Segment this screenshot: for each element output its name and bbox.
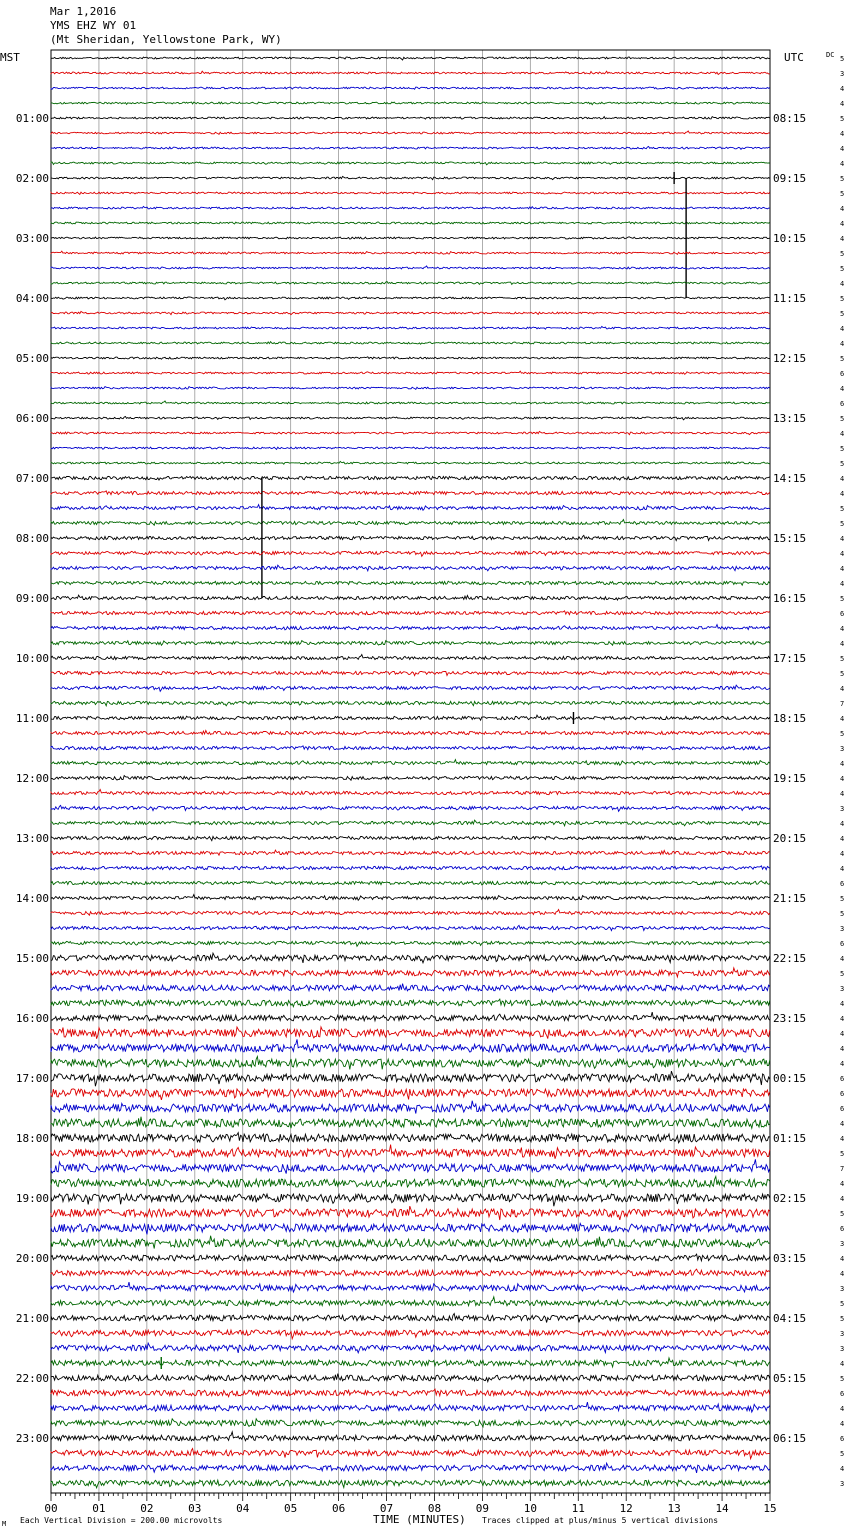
dc-offset-value: 5	[840, 250, 845, 258]
dc-offset-value: 4	[840, 220, 845, 228]
mst-hour-label: 04:00	[15, 292, 49, 305]
dc-offset-value: 4	[840, 1135, 845, 1143]
seismic-trace	[51, 685, 770, 691]
seismic-trace	[51, 282, 770, 285]
dc-offset-value: 4	[840, 850, 845, 858]
dc-offset-value: 4	[840, 145, 845, 153]
x-tick-label: 01	[92, 1502, 106, 1515]
mst-hour-label: 16:00	[15, 1012, 49, 1025]
seismic-trace	[51, 491, 770, 495]
seismic-trace	[51, 1297, 770, 1306]
seismic-trace	[51, 746, 770, 750]
mst-hour-label: 19:00	[15, 1192, 49, 1205]
dc-offset-value: 4	[840, 235, 845, 243]
mst-hour-label: 03:00	[15, 232, 49, 245]
dc-offset-value: 5	[840, 355, 845, 363]
seismic-trace	[51, 401, 770, 404]
seismic-trace	[51, 102, 770, 105]
seismic-trace	[51, 311, 770, 314]
seismic-trace	[51, 715, 770, 720]
dc-offset-value: 5	[840, 1150, 845, 1158]
seismic-trace	[51, 625, 770, 630]
utc-hour-label: 00:15	[773, 1072, 807, 1085]
seismic-trace	[51, 1224, 770, 1235]
seismic-trace	[51, 895, 770, 901]
seismic-trace	[51, 1330, 770, 1339]
dc-label: DC	[826, 51, 835, 59]
seismic-trace	[51, 1057, 770, 1070]
seismic-trace	[51, 1177, 770, 1188]
seismic-trace	[51, 417, 770, 420]
seismic-trace	[51, 57, 770, 60]
mst-hour-label: 18:00	[15, 1132, 49, 1145]
utc-hour-label: 23:15	[773, 1012, 807, 1025]
x-tick-label: 14	[715, 1502, 729, 1515]
mst-hour-label: 17:00	[15, 1072, 49, 1085]
dc-offset-value: 5	[840, 1300, 845, 1308]
seismic-trace	[51, 117, 770, 120]
mst-hour-label: 02:00	[15, 172, 49, 185]
dc-offset-value: 6	[840, 1075, 845, 1083]
seismic-trace	[51, 192, 770, 194]
dc-offset-value: 5	[840, 520, 845, 528]
seismic-trace	[51, 176, 770, 179]
seismic-trace	[51, 222, 770, 224]
seismic-trace	[51, 701, 770, 705]
utc-hour-label: 18:15	[773, 712, 807, 725]
dc-offset-value: 4	[840, 790, 845, 798]
dc-offset-value: 6	[840, 940, 845, 948]
seismic-trace	[51, 820, 770, 826]
dc-offset-value: 5	[840, 910, 845, 918]
utc-hour-label: 09:15	[773, 172, 807, 185]
mst-hour-label: 15:00	[15, 952, 49, 965]
dc-offset-value: 5	[840, 730, 845, 738]
dc-offset-value: 5	[840, 1450, 845, 1458]
seismic-trace	[51, 1145, 770, 1159]
vertical-division-note: Each Vertical Division = 200.00 microvolts	[20, 1516, 223, 1525]
labels	[16, 55, 844, 1515]
dc-offset-value: 5	[840, 1375, 845, 1383]
x-tick-label: 10	[523, 1502, 537, 1515]
dc-offset-value: 4	[840, 835, 845, 843]
dc-offset-value: 5	[840, 265, 845, 273]
seismic-trace	[51, 1027, 770, 1039]
dc-offset-value: 4	[840, 1360, 845, 1368]
seismic-trace	[51, 925, 770, 930]
utc-hour-label: 02:15	[773, 1192, 807, 1205]
seismic-trace	[51, 131, 770, 134]
mst-hour-label: 12:00	[15, 772, 49, 785]
seismic-trace	[51, 447, 770, 449]
mst-hour-label: 22:00	[15, 1372, 49, 1385]
x-tick-label: 12	[619, 1502, 633, 1515]
utc-hour-label: 22:15	[773, 952, 807, 965]
x-tick-label: 15	[763, 1502, 777, 1515]
seismic-trace	[51, 1133, 770, 1143]
dc-offset-value: 6	[840, 1105, 845, 1113]
seismic-trace	[51, 520, 770, 526]
seismic-trace	[51, 1374, 770, 1382]
dc-offset-value: 5	[840, 670, 845, 678]
dc-offset-value: 5	[840, 175, 845, 183]
seismic-trace	[51, 326, 770, 329]
utc-hour-label: 10:15	[773, 232, 807, 245]
seismic-trace	[51, 551, 770, 556]
seismic-trace	[51, 1117, 770, 1129]
seismic-trace	[51, 1480, 770, 1488]
dc-offset-value: 5	[840, 55, 845, 63]
utc-hour-label: 20:15	[773, 832, 807, 845]
seismic-trace	[51, 342, 770, 345]
mst-hour-label: 14:00	[15, 892, 49, 905]
dc-offset-value: 5	[840, 190, 845, 198]
dc-offset-value: 3	[840, 1285, 845, 1293]
seismic-trace	[51, 461, 770, 464]
dc-offset-value: 4	[840, 820, 845, 828]
utc-hour-label: 06:15	[773, 1432, 807, 1445]
seismic-trace	[51, 1358, 770, 1367]
dc-offset-value: 6	[840, 1435, 845, 1443]
seismic-trace	[51, 1254, 770, 1262]
seismic-trace	[51, 371, 770, 374]
mst-hour-label: 10:00	[15, 652, 49, 665]
dc-offset-value: 4	[840, 1465, 845, 1473]
seismic-trace	[51, 611, 770, 615]
dc-offset-value: 4	[840, 340, 845, 348]
dc-offset-value: 6	[840, 370, 845, 378]
seismic-trace	[51, 266, 770, 269]
seismic-trace	[51, 670, 770, 675]
dc-offset-value: 5	[840, 310, 845, 318]
seismic-trace	[51, 731, 770, 736]
x-tick-label: 11	[571, 1502, 585, 1515]
dc-offset-value: 3	[840, 1480, 845, 1488]
seismic-trace	[51, 1236, 770, 1249]
dc-offset-value: 6	[840, 1225, 845, 1233]
mst-hour-label: 11:00	[15, 712, 49, 725]
dc-offset-value: 3	[840, 925, 845, 933]
dc-offset-value: 5	[840, 970, 845, 978]
x-tick-label: 00	[44, 1502, 58, 1515]
dc-offset-value: 4	[840, 430, 845, 438]
dc-offset-value: 3	[840, 745, 845, 753]
dc-offset-value: 4	[840, 1180, 845, 1188]
dc-offset-value: 5	[840, 895, 845, 903]
dc-offset-value: 7	[840, 1165, 845, 1173]
dc-offset-value: 4	[840, 85, 845, 93]
seismic-trace	[51, 476, 770, 480]
dc-offset-value: 3	[840, 1345, 845, 1353]
seismic-trace	[51, 357, 770, 359]
seismic-trace	[51, 1314, 770, 1323]
utc-hour-label: 11:15	[773, 292, 807, 305]
dc-offset-value: 4	[840, 955, 845, 963]
dc-offset-value: 4	[840, 640, 845, 648]
dc-offset-value: 4	[840, 1045, 845, 1053]
mst-hour-label: 01:00	[15, 112, 49, 125]
dc-offset-value: 4	[840, 865, 845, 873]
seismic-trace	[51, 1012, 770, 1021]
dc-offset-value: 6	[840, 610, 845, 618]
seismic-trace	[51, 297, 770, 300]
grid	[51, 50, 770, 1501]
dc-offset-value: 4	[840, 580, 845, 588]
seismic-trace	[51, 1463, 770, 1473]
seismic-trace	[51, 505, 770, 511]
seismic-trace	[51, 850, 770, 855]
dc-offset-value: 4	[840, 160, 845, 168]
seismic-trace	[51, 1206, 770, 1220]
utc-hour-label: 15:15	[773, 532, 807, 545]
dc-offset-value: 4	[840, 130, 845, 138]
seismic-trace	[51, 147, 770, 150]
dc-offset-value: 4	[840, 1060, 845, 1068]
dc-offset-value: 4	[840, 565, 845, 573]
utc-hour-label: 13:15	[773, 412, 807, 425]
dc-offset-value: 3	[840, 1330, 845, 1338]
seismic-trace	[51, 237, 770, 239]
x-tick-label: 04	[236, 1502, 250, 1515]
dc-offset-value: 5	[840, 295, 845, 303]
seismic-trace	[51, 1449, 770, 1459]
dc-offset-value: 4	[840, 100, 845, 108]
dc-offset-value: 3	[840, 805, 845, 813]
dc-offset-value: 5	[840, 460, 845, 468]
seismic-trace	[51, 1071, 770, 1086]
dc-offset-value: 4	[840, 490, 845, 498]
dc-offset-value: 4	[840, 760, 845, 768]
dc-offset-value: 4	[840, 550, 845, 558]
dc-offset-value: 5	[840, 115, 845, 123]
dc-offset-value: 4	[840, 1120, 845, 1128]
dc-offset-value: 4	[840, 1405, 845, 1413]
x-tick-label: 02	[140, 1502, 154, 1515]
dc-offset-value: 6	[840, 400, 845, 408]
mst-hour-label: 13:00	[15, 832, 49, 845]
dc-offset-value: 4	[840, 715, 845, 723]
seismic-trace	[51, 1101, 770, 1114]
x-tick-label: 08	[427, 1502, 442, 1515]
seismic-trace	[51, 206, 770, 209]
seismic-trace	[51, 387, 770, 390]
right-timezone-label: UTC	[784, 51, 804, 64]
x-tick-label: 05	[284, 1502, 298, 1515]
left-timezone-label: MST	[0, 51, 20, 64]
seismic-trace	[51, 836, 770, 840]
dc-offset-value: 3	[840, 985, 845, 993]
mst-hour-label: 20:00	[15, 1252, 49, 1265]
dc-offset-value: 4	[840, 205, 845, 213]
seismic-trace	[51, 941, 770, 946]
x-tick-label: 13	[667, 1502, 681, 1515]
dc-offset-value: 5	[840, 1210, 845, 1218]
plot-frame	[51, 50, 770, 1493]
seismic-trace	[51, 251, 770, 254]
dc-offset-value: 6	[840, 1390, 845, 1398]
seismic-trace	[51, 790, 770, 795]
seismic-trace	[51, 595, 770, 600]
dc-offset-value: 6	[840, 880, 845, 888]
seismic-trace	[51, 1389, 770, 1397]
dc-offset-value: 4	[840, 1030, 845, 1038]
dc-offset-value: 5	[840, 505, 845, 513]
chart-date: Mar 1,2016	[50, 5, 117, 18]
seismic-trace	[51, 984, 770, 992]
seismic-trace	[51, 71, 770, 74]
seismic-trace	[51, 1159, 770, 1173]
seismic-trace	[51, 1432, 770, 1441]
seismic-trace	[51, 1089, 770, 1100]
dc-offset-value: 6	[840, 1090, 845, 1098]
seismic-trace	[51, 760, 770, 766]
dc-offset-value: 7	[840, 700, 845, 708]
dc-offset-value: 5	[840, 655, 845, 663]
x-tick-label: 06	[331, 1502, 346, 1515]
seismic-trace	[51, 776, 770, 781]
traces	[51, 57, 770, 1488]
station-location: (Mt Sheridan, Yellowstone Park, WY)	[50, 33, 282, 46]
dc-offset-value: 4	[840, 385, 845, 393]
seismic-trace	[51, 655, 770, 660]
mst-hour-label: 09:00	[15, 592, 49, 605]
utc-hour-label: 17:15	[773, 652, 807, 665]
seismic-trace	[51, 431, 770, 434]
mst-hour-label: 21:00	[15, 1312, 49, 1325]
seismic-trace	[51, 805, 770, 811]
dc-offset-value: 4	[840, 625, 845, 633]
utc-hour-label: 14:15	[773, 472, 807, 485]
seismic-trace	[51, 881, 770, 885]
dc-offset-value: 3	[840, 1240, 845, 1248]
dc-offset-value: 4	[840, 280, 845, 288]
seismic-trace	[51, 866, 770, 870]
dc-offset-value: 4	[840, 325, 845, 333]
utc-hour-label: 16:15	[773, 592, 807, 605]
seismic-trace	[51, 953, 770, 963]
seismic-trace	[51, 1039, 770, 1052]
dc-offset-value: 4	[840, 1015, 845, 1023]
seismic-trace	[51, 910, 770, 916]
utc-hour-label: 08:15	[773, 112, 807, 125]
x-axis-title: TIME (MINUTES)	[373, 1513, 466, 1526]
clip-note: Traces clipped at plus/minus 5 vertical divisions	[482, 1516, 719, 1525]
dc-offset-value: 4	[840, 1420, 845, 1428]
seismic-trace	[51, 87, 770, 89]
seismic-trace	[51, 162, 770, 165]
dc-offset-value: 5	[840, 595, 845, 603]
seismic-trace	[51, 535, 770, 540]
seismic-trace	[51, 1419, 770, 1427]
seismic-trace	[51, 1269, 770, 1276]
corner-mark: M	[2, 1520, 7, 1528]
dc-offset-value: 4	[840, 685, 845, 693]
utc-hour-label: 19:15	[773, 772, 807, 785]
dc-offset-value: 4	[840, 1000, 845, 1008]
seismic-trace	[51, 641, 770, 646]
mst-hour-label: 07:00	[15, 472, 49, 485]
seismic-trace	[51, 1282, 770, 1292]
mst-hour-label: 06:00	[15, 412, 49, 425]
dc-offset-value: 5	[840, 1315, 845, 1323]
utc-hour-label: 21:15	[773, 892, 807, 905]
dc-offset-value: 4	[840, 535, 845, 543]
dc-offset-value: 4	[840, 775, 845, 783]
seismic-trace	[51, 581, 770, 585]
utc-hour-label: 03:15	[773, 1252, 807, 1265]
station-code: YMS EHZ WY 01	[50, 19, 137, 32]
mst-hour-label: 08:00	[15, 532, 49, 545]
x-tick-label: 03	[188, 1502, 202, 1515]
dc-offset-value: 4	[840, 1255, 845, 1263]
x-tick-label: 07	[379, 1502, 394, 1515]
utc-hour-label: 01:15	[773, 1132, 807, 1145]
utc-hour-label: 12:15	[773, 352, 807, 365]
mst-hour-label: 23:00	[15, 1432, 49, 1445]
dc-offset-value: 4	[840, 475, 845, 483]
dc-offset-value: 4	[840, 1270, 845, 1278]
dc-offset-value: 4	[840, 1195, 845, 1203]
seismic-trace	[51, 1194, 770, 1206]
dc-offset-value: 3	[840, 70, 845, 78]
utc-hour-label: 05:15	[773, 1372, 807, 1385]
x-tick-label: 09	[475, 1502, 490, 1515]
dc-offset-value: 5	[840, 445, 845, 453]
utc-hour-label: 04:15	[773, 1312, 807, 1325]
seismic-trace	[51, 968, 770, 977]
seismic-trace	[51, 999, 770, 1007]
mst-hour-label: 05:00	[15, 352, 49, 365]
dc-offset-value: 5	[840, 415, 845, 423]
seismic-trace	[51, 1402, 770, 1412]
seismic-trace	[51, 1343, 770, 1353]
seismic-trace	[51, 565, 770, 571]
